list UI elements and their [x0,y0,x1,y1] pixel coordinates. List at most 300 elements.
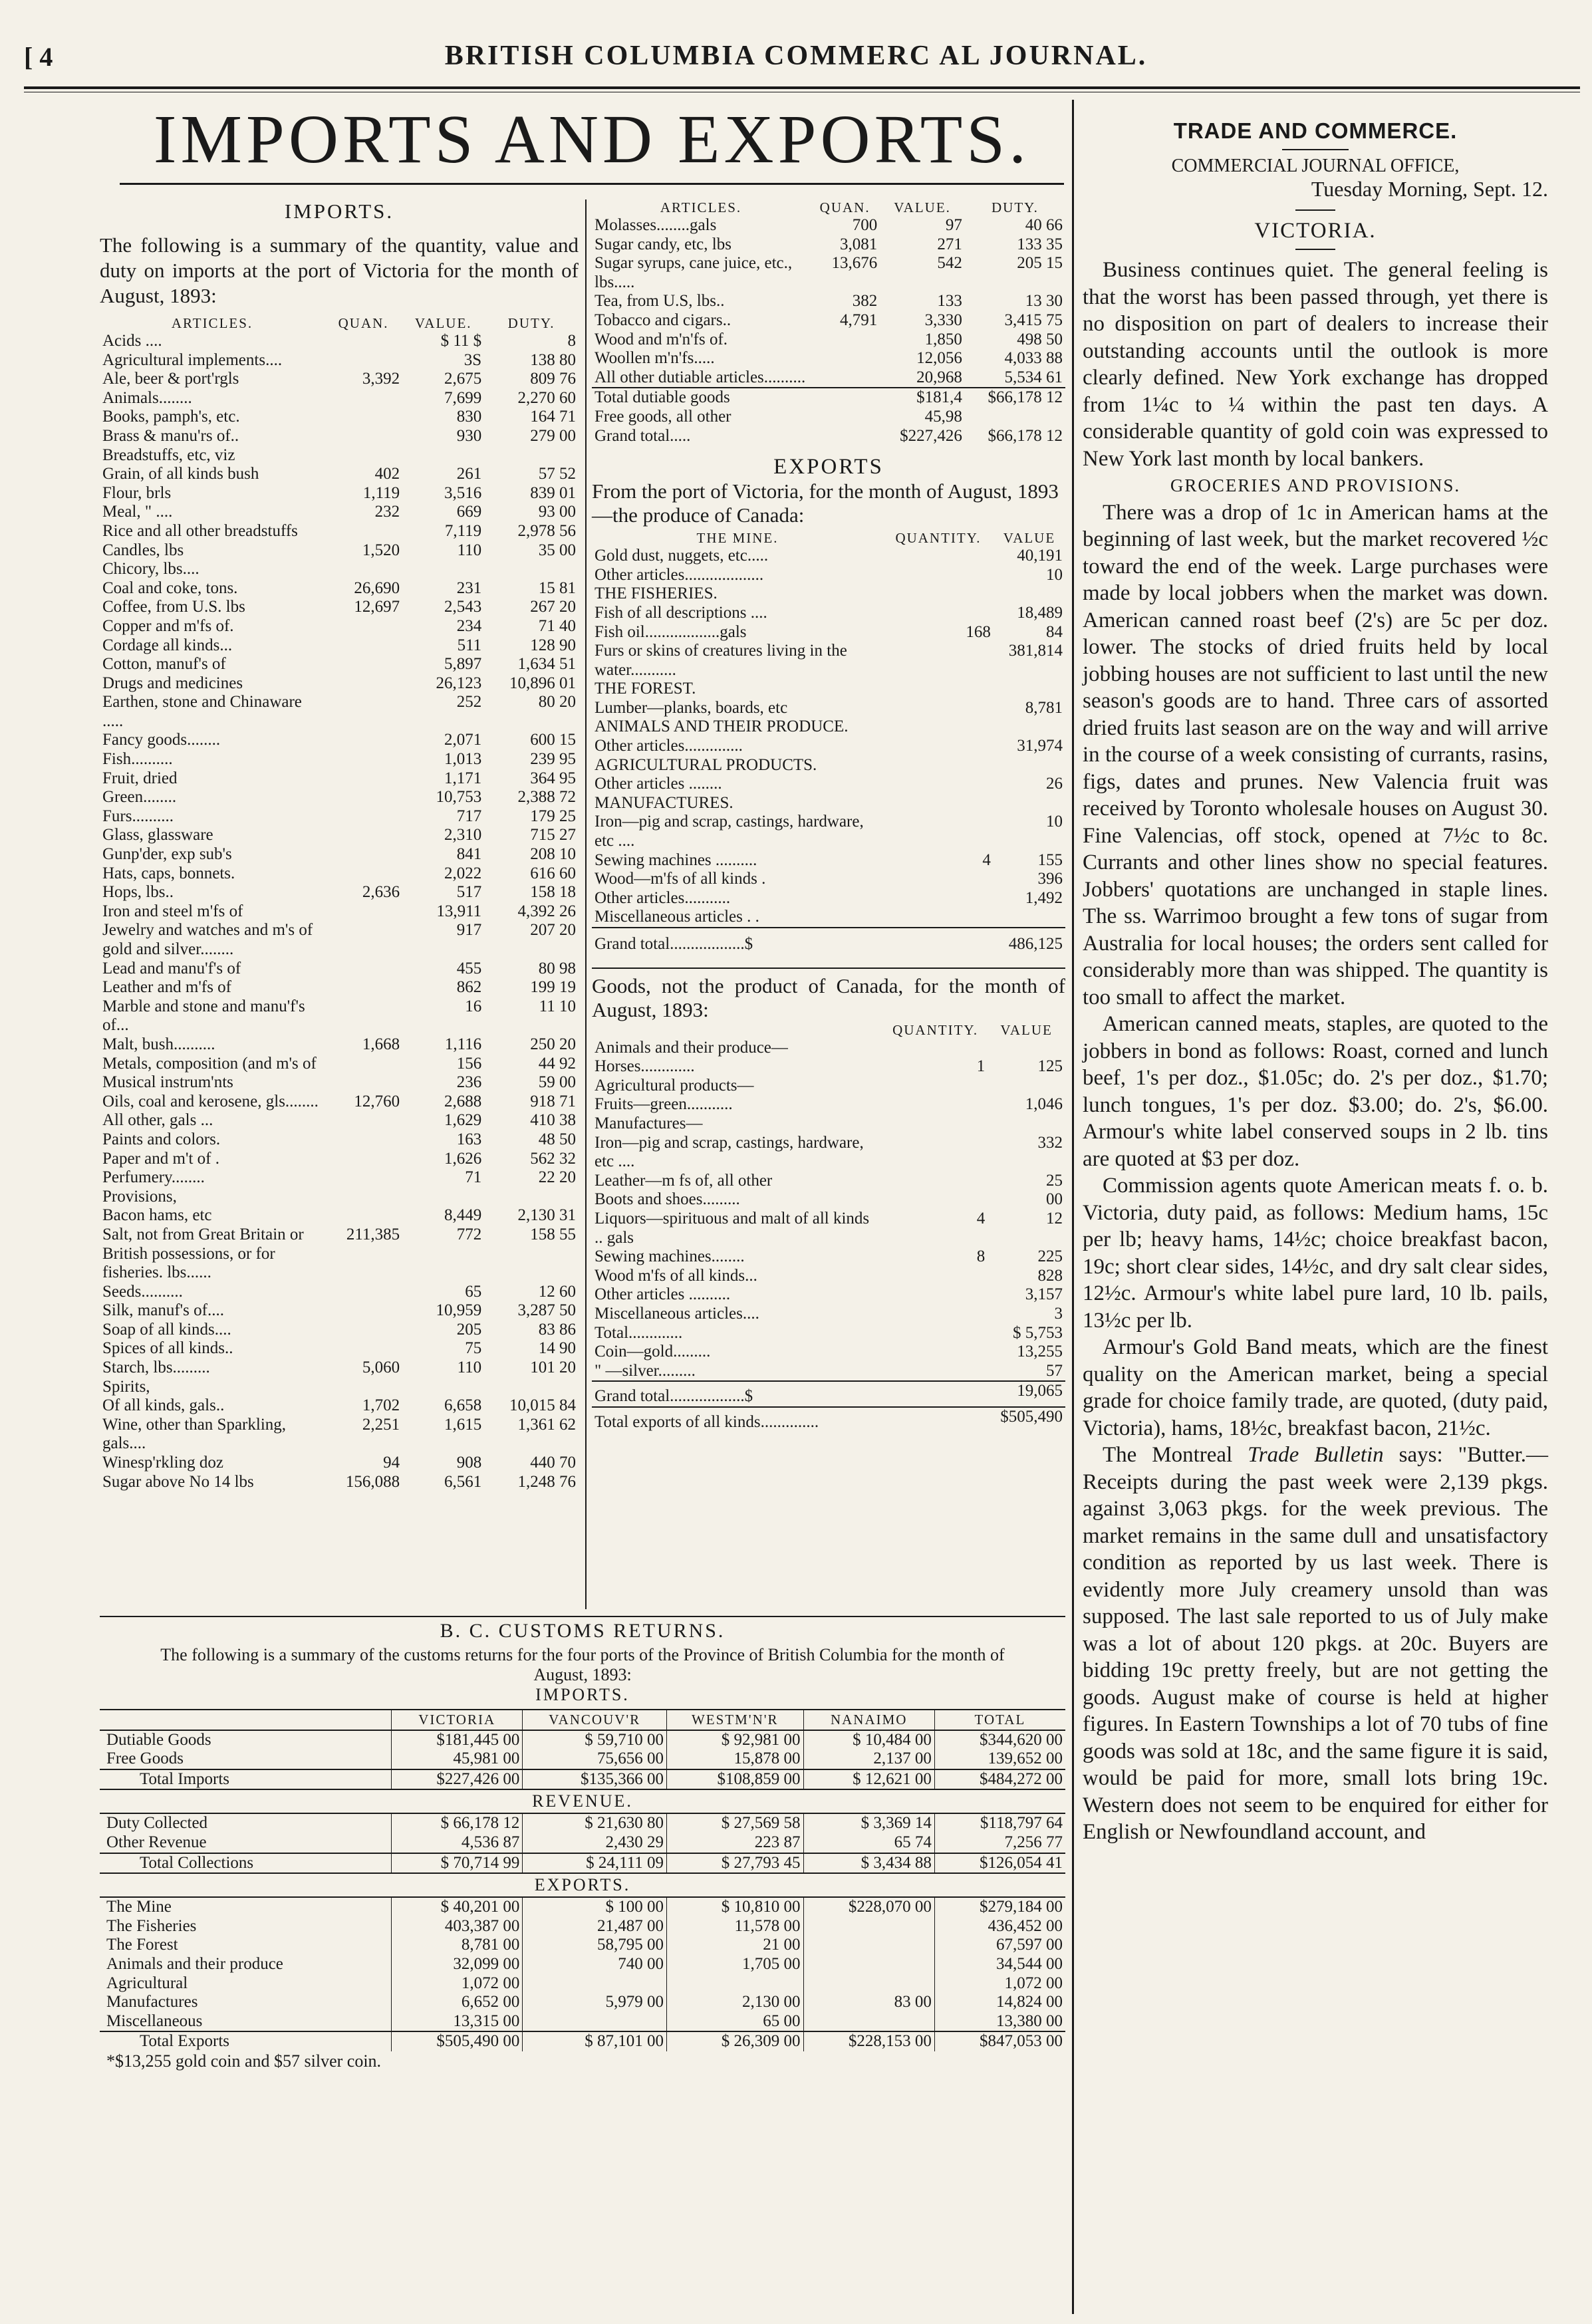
import-cell [402,560,484,579]
goods-cell: 1 [976,1057,986,1076]
customs-export-cell: 13,315 00 [392,2012,523,2032]
export-cell: 10 [1046,565,1063,584]
customs-import-row [100,1730,1065,1750]
import-cell: 239 95 [530,750,576,769]
import-cell: 138 80 [530,350,576,369]
goods-cell [883,1039,988,1058]
import-cell [484,1188,579,1207]
goods-totals [592,1324,1065,1432]
import-total-cell: Grand total..... [595,426,691,445]
goods-cell [883,1285,988,1305]
import-cell: Earthen, stone and Chinaware ..... [102,693,302,730]
import-cell [325,1055,402,1074]
import-total-cell: 45,98 [924,407,962,426]
import-cell: Salt, not from Great Britain or British possessions, or for fisheries. lbs...... [102,1225,304,1282]
import-cell: Fancy goods........ [102,731,221,749]
import-row [592,292,1065,311]
import-cell: 208 10 [530,845,576,864]
customs-revenue [100,1813,1065,1873]
import-cell: Sugar above No 14 lbs [102,1472,254,1491]
import-cell: Wood and m'n'fs of. [595,330,728,348]
customs-import-cell: 75,656 00 [523,1749,667,1769]
export-row [592,870,1065,889]
goods-col-quantity: QUANTITY. [892,1021,979,1038]
export-cell: Fish of all descriptions .... [595,603,767,622]
import-cell: Silk, manuf's of.... [102,1301,224,1320]
customs-import-cell: 139,652 00 [934,1749,1065,1769]
export-row [592,547,1065,566]
import-cell: Seeds.......... [102,1282,183,1301]
import-cell: 930 [456,426,482,445]
import-cell: 8,449 [444,1206,482,1225]
trade-date-rule [1295,209,1335,211]
import-cell [402,1378,484,1397]
customs-import-cell: 45,981 00 [392,1749,523,1769]
import-cell: 6,561 [444,1472,482,1491]
p6-post: says: "Butter.—Receipts during the past week were 2,139 pkgs. against 3,063 pkgs. for the week previous. The market remains in the same dull and unsatisfactory condition as reported by us last week. There is evidently more July creamery unsold than was supposed. The last sale reported to us of July make was a lot of about 120 pkgs. at 20c. Buyers are bidding 19c pretty freely, but are not getting the goods. August make of course is held at higher figures. In Eastern Townships a lot of 70 tubs of fine goods was sold at 18c, and the same figure it is said, would be paid for more, small lots bring 19c. Western does not seem to be enquired for either for English or Newfoundland account, and [1083,1443,1548,1844]
exports-rows [592,547,1065,928]
import-cell: 562 32 [530,1149,576,1168]
customs-export-row [100,1974,1065,1994]
customs-import-cell: Total Imports [140,1769,230,1788]
goods-total-label: Grand total..................$ [595,1387,753,1406]
import-cell: Lead and manu'f's of [102,959,241,977]
import-cell: 205 [456,1320,482,1339]
import-cell: 128 90 [530,636,576,654]
export-cell: 396 [1037,870,1063,888]
import-cell: 232 [374,503,400,521]
customs-revenue-cell: Duty Collected [106,1814,208,1833]
customs-col-header: NANAIMO [803,1710,934,1730]
import-cell: 12,056 [916,349,962,368]
import-cell: 1,702 [362,1396,400,1415]
export-cell: 155 [1037,850,1063,869]
import-cell: 158 18 [530,883,576,902]
import-cell: 65 [465,1282,482,1301]
import-row [100,389,579,408]
import-cell: 3,415 75 [1004,311,1063,329]
import-row [592,368,1065,388]
import-cell: 1,119 [362,483,400,502]
import-cell [484,560,579,579]
goods-row [592,1172,1065,1191]
import-cell [325,807,402,827]
import-cell: 110 [457,1358,482,1377]
goods-row [592,1039,1065,1058]
import-row [100,1339,579,1358]
export-cell: Wood—m'fs of all kinds . [595,870,766,888]
import-cell: Agricultural implements.... [102,350,283,369]
import-cell: 26,690 [354,579,400,597]
import-cell: 715 27 [530,826,576,844]
customs-export-cell [803,1955,934,1974]
import-cell: Rice and all other breadstuffs [102,521,298,540]
import-cell: Marble and stone and manu'f's of... [102,997,305,1035]
import-cell: 918 71 [530,1092,576,1110]
export-cell [883,604,994,623]
goods-cell: 225 [1037,1247,1063,1266]
import-total-row [592,388,1065,408]
import-cell: 40 66 [1025,216,1063,234]
import-cell: 3,516 [444,483,482,502]
goods-cell [883,1077,988,1096]
import-cell: 48 50 [538,1130,576,1148]
import-cell: 110 [457,541,482,559]
goods-total-label: Total exports of all kinds.............. [595,1412,819,1431]
import-cell: Paper and m't of . [102,1149,219,1168]
import-cell: Fruit, dried [102,769,178,787]
import-cell: 402 [374,465,400,483]
import-row [100,1301,579,1321]
import-cell: 10,896 01 [509,674,576,692]
import-row [100,408,579,427]
import-cell: 1,634 51 [517,655,576,674]
customs-export-cell: 740 00 [523,1955,667,1974]
import-row [100,1188,579,1207]
goods-cell [988,1077,1065,1096]
import-row [100,1130,579,1150]
import-cell [325,864,402,884]
import-cell: Fish.......... [102,750,173,769]
import-cell: 93 00 [538,503,576,521]
customs-export-cell: Animals and their produce [106,1954,283,1973]
goods-cell: Iron—pig and scrap, castings, hardware, etc .... [595,1133,864,1171]
goods-cell: 1,046 [1025,1095,1063,1114]
import-cell: 616 60 [530,864,576,882]
import-cell: Cotton, manuf's of [102,655,226,674]
customs-import-cell: $344,620 00 [934,1730,1065,1750]
import-cell [325,1283,402,1302]
import-total-row [592,408,1065,427]
import-cell: 14 90 [538,1339,576,1358]
goods-cell: Agricultural products— [595,1076,754,1095]
customs-export-row [100,1955,1065,1974]
import-cell: 236 [456,1073,482,1092]
import-cell: 12 60 [538,1282,576,1301]
customs-col-header: VANCOUV'R [523,1710,667,1730]
export-cell: THE FISHERIES. [595,584,718,603]
import-cell: Tobacco and cigars.. [595,311,731,329]
trade-office: COMMERCIAL JOURNAL OFFICE, [1171,156,1460,176]
customs-import-cell: $ 92,981 00 [666,1730,803,1750]
col-articles: ARTICLES. [171,315,253,331]
export-cell: 10 [1046,813,1063,831]
import-cell: 700 [852,216,878,234]
export-row [592,623,1065,642]
import-cell [325,978,402,997]
trade-paragraph-5: Armour's Gold Band meats, which are the finest quality on the American market, being a special grade for choice family trade, are quoted, (duty paid, Victoria), hams, 18½c, breakfast bacon, 21½c. [1083,1335,1548,1440]
export-cell [994,756,1065,775]
import-cell: 22 20 [538,1168,576,1187]
customs-export-row [100,2031,1065,2051]
goods-row [592,1134,1065,1172]
import-cell: Breadstuffs, etc, viz [102,446,235,464]
import-cell: 440 70 [530,1454,576,1472]
import-cell [325,427,402,446]
import-cell: 156 [456,1054,482,1073]
import-cell: 211,385 [346,1225,400,1243]
import-row [592,311,1065,330]
import-cell: Starch, lbs......... [102,1358,210,1377]
import-cell: Paints and colors. [102,1130,221,1148]
export-cell [994,794,1065,813]
import-cell: 80 20 [538,693,576,711]
import-cell: 542 [937,254,962,273]
import-cell: 498 50 [1017,330,1063,348]
import-cell: 267 20 [530,598,576,616]
import-row [100,883,579,902]
customs-export-cell: 67,597 00 [934,1936,1065,1955]
import-cell [484,1378,579,1397]
import-row [100,1396,579,1416]
import-cell: Winesp'rkling doz [102,1454,223,1472]
goods-cell [883,1172,988,1191]
trade-bulletin-title: Trade Bulletin [1248,1443,1384,1467]
export-cell: Other articles ........ [595,775,722,793]
exports-heading: EXPORTS [773,455,884,479]
goods-row [592,1095,1065,1114]
import-cell: 1,248 76 [517,1472,576,1491]
col-value: VALUE. [414,315,472,331]
import-cell: Musical instrum'nts [102,1073,233,1092]
customs-export-cell: 13,380 00 [934,2012,1065,2032]
export-cell: Sewing machines .......... [595,850,757,869]
customs-revenue-cell: 4,536 87 [392,1833,523,1853]
customs-export-cell: Manufactures [106,1993,198,2011]
col-value-2: VALUE. [894,199,951,215]
import-cell: 2,636 [362,883,400,902]
import-cell [325,921,402,959]
import-cell: 455 [456,959,482,977]
export-cell [994,908,1065,928]
import-cell [325,1378,402,1397]
customs-export-cell [803,1974,934,1994]
import-total-cell [810,408,880,427]
import-total-cell [810,388,880,408]
import-cell: 133 [937,292,962,311]
import-row [100,1283,579,1302]
import-cell: Wine, other than Sparkling, gals.... [102,1415,287,1453]
import-row [100,503,579,522]
import-cell: 382 [852,292,878,311]
import-cell: 2,022 [444,864,482,882]
trade-heading-rule [1282,149,1349,150]
import-cell: 205 15 [1017,254,1063,273]
import-cell: 517 [456,883,482,902]
customs-export-cell: $228,153 00 [803,2031,934,2051]
customs-revenue-cell: $ 3,434 88 [803,1853,934,1874]
p6-pre: The Montreal [1103,1443,1248,1467]
export-cell: ANIMALS AND THEIR PRODUCE. [595,717,849,736]
goods-cell [988,1039,1065,1058]
import-cell [325,1111,402,1130]
customs-import-cell: $108,859 00 [666,1769,803,1790]
import-cell: 80 98 [538,959,576,977]
import-cell: Brass & manu'rs of.. [102,426,239,445]
goods-row [592,1057,1065,1077]
import-cell: 10,959 [436,1301,482,1320]
grand-total-label: Grand total..................$ [595,935,753,953]
customs-export-cell [523,2012,667,2032]
col-quan-2: QUAN. [819,199,870,215]
import-cell [325,845,402,864]
imports-column [100,199,579,1491]
customs-import-cell: $135,366 00 [523,1769,667,1790]
import-cell: Perfumery........ [102,1168,205,1187]
goods-row [592,1247,1065,1267]
imports-rows [100,332,579,1491]
import-cell: Metals, composition (and m's of [102,1054,317,1073]
export-cell: Furs or skins of creatures living in the water........... [595,642,847,679]
import-cell: 841 [456,845,482,864]
import-cell: Green........ [102,788,177,807]
customs-revenue-cell: Other Revenue [106,1833,207,1851]
import-row [100,1416,579,1454]
import-cell: 13,911 [436,902,482,920]
import-cell: 4,392 26 [517,902,576,920]
imports-table-continued [592,199,1065,446]
import-row [100,598,579,617]
import-cell [484,446,579,465]
customs-export-cell [803,1917,934,1936]
customs-export-cell: 14,824 00 [934,1993,1065,2012]
import-cell [325,408,402,427]
import-cell: 2,388 72 [517,788,576,807]
import-cell: 839 01 [530,483,576,502]
goods-total-value: 19,065 [1017,1382,1063,1400]
import-cell [325,1150,402,1169]
import-cell: Coal and coke, tons. [102,579,238,597]
import-cell [325,769,402,789]
trade-city: VICTORIA. [1254,219,1377,243]
import-cell: Leather and m'fs of [102,978,232,997]
import-cell: 12,760 [354,1092,400,1110]
customs-revenue-cell: 7,256 77 [934,1833,1065,1853]
import-total-cell: $181,4 [916,388,962,407]
exports-customs-heading: EXPORTS. [100,1873,1065,1897]
customs-export-cell: Agricultural [106,1974,188,1992]
goods-row [592,1210,1065,1247]
import-cell: 1,116 [444,1035,482,1053]
customs-export-cell: 1,705 00 [666,1955,803,1974]
goods-cell: Boots and shoes......... [595,1190,740,1209]
import-cell: 917 [456,921,482,940]
import-cell [325,997,402,1035]
customs-export-cell: 403,387 00 [392,1917,523,1936]
import-cell [325,1168,402,1188]
trade-paragraph-1: Business continues quiet. The general feeling is that the worst has been passed through, yet there is no disposition on part of dealers to increase their outstanding accounts until the outlook is more clearly defined. New York exchange has dropped from 1¼c to ¼ within the past ten days. A considerable quantity of gold coin was expressed to New York last month by local bankers. [1083,258,1548,471]
import-row [100,769,579,789]
import-cell: Glass, glassware [102,826,213,844]
export-cell [883,717,994,737]
import-cell: 1,520 [362,541,400,559]
import-cell: 179 25 [530,807,576,825]
import-cell: 156,088 [345,1472,400,1491]
middle-column [592,199,1065,1432]
goods-row [592,1077,1065,1096]
export-row [592,908,1065,928]
customs-export-cell: Miscellaneous [106,2011,203,2030]
export-cell [994,680,1065,699]
import-cell: 3S [464,350,482,369]
import-total-cell: $66,178 12 [988,388,1063,407]
imports-rows-continued [592,216,1065,388]
export-cell: 1,492 [1025,888,1063,907]
customs-export-cell: $279,184 00 [934,1897,1065,1917]
imports-totals [592,388,1065,446]
import-row [100,978,579,997]
export-row [592,717,1065,737]
export-cell [883,813,994,850]
customs-export-cell: $505,490 00 [392,2031,523,2051]
import-cell: Provisions, [102,1187,177,1206]
import-cell: 10,015 84 [509,1396,576,1415]
goods-total-row [592,1381,1065,1407]
customs-export-cell: 21 00 [666,1936,803,1955]
import-cell: 600 15 [530,731,576,749]
import-cell: 231 [456,579,482,597]
import-cell [325,522,402,541]
import-cell: 158 55 [530,1225,576,1243]
customs-export-cell: 58,795 00 [523,1936,667,1955]
export-cell [883,566,994,585]
import-cell: 2,543 [444,598,482,616]
export-row [592,566,1065,585]
import-row [100,370,579,389]
import-cell: Sugar syrups, cane juice, etc., lbs..... [595,254,793,291]
goods-col-articles [592,1022,883,1039]
customs-import-cell: Dutiable Goods [106,1730,211,1749]
import-row [100,1055,579,1074]
import-row [100,864,579,884]
import-cell: 410 38 [530,1111,576,1130]
import-cell: 8 [567,332,576,350]
customs-export-cell: The Fisheries [106,1916,197,1935]
customs-revenue-cell: 2,430 29 [523,1833,667,1853]
goods-total-label: " —silver......... [595,1361,696,1380]
export-row [592,851,1065,870]
import-cell [325,351,402,370]
import-row [100,826,579,845]
import-total-cell: $227,426 [900,426,962,445]
groceries-subheading [1083,472,1548,499]
import-cell: 1,013 [444,750,482,769]
import-cell: 20,968 [916,368,962,386]
import-cell [325,1321,402,1340]
customs-export-cell [803,2012,934,2032]
import-row [100,674,579,694]
export-cell [883,889,994,908]
import-row [100,960,579,979]
import-cell [325,1130,402,1150]
import-cell: 7,119 [444,521,482,540]
import-cell: 35 00 [538,541,576,559]
customs-export-cell: 32,099 00 [392,1955,523,1974]
import-cell [325,1339,402,1358]
import-cell: 2,071 [444,731,482,749]
customs-revenue-row [100,1853,1065,1874]
import-cell: 1,171 [444,769,482,787]
import-cell: 57 52 [538,465,576,483]
import-cell: Tea, from U.S, lbs.. [595,292,725,311]
import-row [100,750,579,769]
customs-export-row [100,1917,1065,1936]
import-cell: Animals........ [102,388,192,407]
import-cell: 71 [465,1168,482,1187]
goods-cell: Fruits—green........... [595,1095,733,1114]
import-cell: Chicory, lbs.... [102,560,199,579]
import-cell: 3,081 [840,235,878,253]
